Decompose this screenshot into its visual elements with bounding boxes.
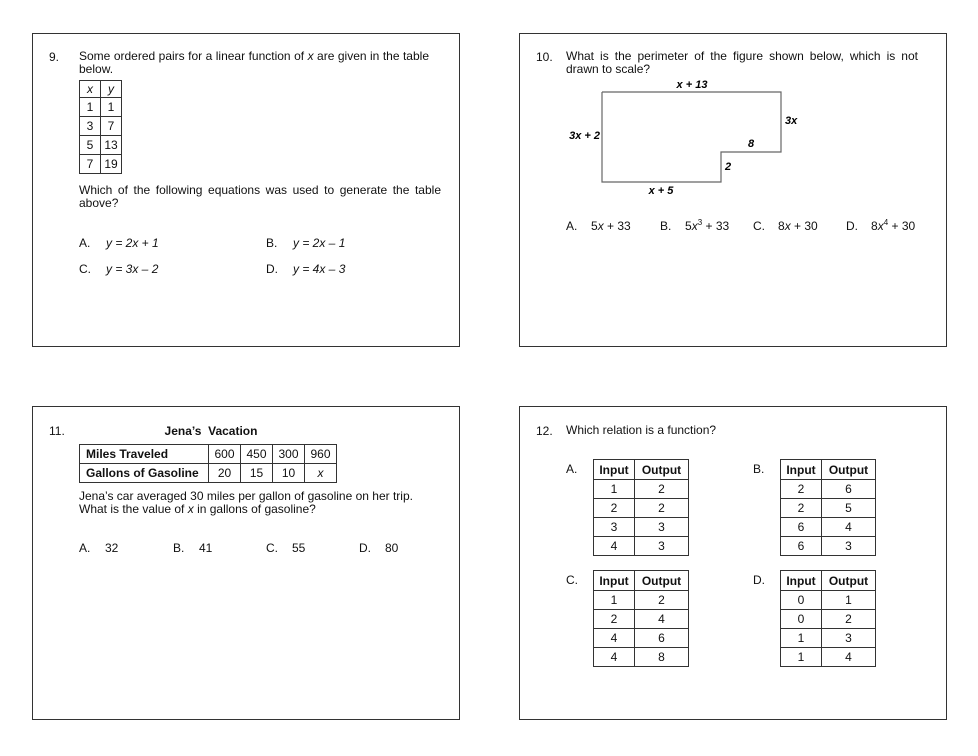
table-row: 2 5 — [781, 499, 876, 518]
row-header: Gallons of Gasoline — [80, 464, 209, 483]
table-row: 1 2 — [594, 591, 689, 610]
table-row — [80, 98, 122, 117]
table-cell: 7 — [101, 117, 122, 136]
table-row: 3 3 — [594, 518, 689, 537]
table-row: 1 2 — [594, 480, 689, 499]
table-row: 2 2 — [594, 499, 689, 518]
figure-outline — [602, 92, 781, 182]
label-left: 3x + 2 — [569, 130, 600, 142]
question-11-card — [32, 406, 460, 720]
label-step-horizontal: 8 — [747, 138, 755, 150]
question-text: What is the perimeter of the figure shown below, which is not drawn to scale? — [566, 49, 918, 76]
option-a-table[interactable] — [593, 459, 689, 556]
question-number: 12. — [536, 424, 553, 438]
table-row: 4 6 — [594, 629, 689, 648]
option-c[interactable]: C. 8x + 30 — [753, 219, 818, 233]
table-cell: 15 — [241, 464, 273, 483]
table-row — [80, 117, 122, 136]
table-cell: 7 — [80, 155, 101, 174]
option-a[interactable]: A. 32 — [79, 541, 119, 555]
table-header: Input — [781, 571, 822, 591]
table-row: 2 6 — [781, 480, 876, 499]
question-prompt: Which of the following equations was used to generate the table above? — [79, 183, 441, 210]
table-cell: x — [305, 464, 337, 483]
label-bottom: x + 5 — [648, 185, 674, 197]
option-a-label[interactable]: A. — [566, 462, 578, 476]
xy-table — [79, 80, 122, 174]
label-top: x + 13 — [676, 79, 708, 91]
option-d[interactable]: D. y = 4x – 3 — [266, 262, 346, 276]
table-row: 6 4 — [781, 518, 876, 537]
option-c-label[interactable]: C. — [566, 573, 578, 587]
table-cell: 13 — [101, 136, 122, 155]
table-header: Output — [635, 571, 689, 591]
table-cell: 20 — [209, 464, 241, 483]
table-row — [80, 464, 337, 483]
option-a[interactable]: A. 5x + 33 — [566, 219, 631, 233]
table-row — [80, 136, 122, 155]
question-10-card — [519, 33, 947, 347]
table-cell: 450 — [241, 445, 273, 464]
question-text: Jena’s car averaged 30 miles per gallon of gasoline on her trip. What is the value of x in gallons of gasoline? — [79, 489, 413, 516]
table-cell: 5 — [80, 136, 101, 155]
table-header: Input — [781, 460, 822, 480]
question-number: 11. — [49, 424, 65, 438]
table-row: 1 4 — [781, 648, 876, 667]
table-cell: 600 — [209, 445, 241, 464]
option-c-table[interactable] — [593, 570, 689, 667]
option-d-table[interactable] — [780, 570, 876, 667]
table-cell: 3 — [80, 117, 101, 136]
option-d[interactable]: D. $8x^4 + 30$ — [846, 218, 916, 233]
table-row: 4 3 — [594, 537, 689, 556]
table-row: 1 3 — [781, 629, 876, 648]
table-header: Input — [594, 460, 635, 480]
row-header: Miles Traveled — [80, 445, 209, 464]
table-header: Output — [635, 460, 689, 480]
question-number: 9. — [49, 50, 60, 64]
table-row: 0 1 — [781, 591, 876, 610]
option-b[interactable]: B. $5x^3 + 33$ — [660, 218, 730, 233]
table-cell: 300 — [273, 445, 305, 464]
label-step-vertical: 2 — [725, 161, 732, 173]
table-header: x — [80, 81, 101, 98]
option-b-table[interactable] — [780, 459, 876, 556]
question-text: Which relation is a function? — [566, 423, 717, 437]
table-cell: 1 — [101, 98, 122, 117]
table-row: 4 8 — [594, 648, 689, 667]
table-cell: 960 — [305, 445, 337, 464]
perimeter-figure — [520, 34, 946, 214]
option-c[interactable]: C. 55 — [266, 541, 306, 555]
option-a[interactable]: A. y = 2x + 1 — [79, 236, 159, 250]
label-right: 3x — [785, 115, 798, 127]
table-row — [80, 445, 337, 464]
vacation-table — [79, 444, 337, 483]
option-b[interactable]: B. y = 2x – 1 — [266, 236, 346, 250]
table-row — [80, 155, 122, 174]
option-b[interactable]: B. 41 — [173, 541, 213, 555]
table-row: 2 4 — [594, 610, 689, 629]
question-text: Some ordered pairs for a linear function of x are given in the table below. — [79, 49, 429, 76]
question-9-card — [32, 33, 460, 347]
question-number: 10. — [536, 50, 553, 64]
table-cell: 10 — [273, 464, 305, 483]
table-header: y — [101, 81, 122, 98]
option-d[interactable]: D. 80 — [359, 541, 399, 555]
option-c[interactable]: C. y = 3x – 2 — [79, 262, 159, 276]
table-row: 6 3 — [781, 537, 876, 556]
question-12-card — [519, 406, 947, 720]
table-header: Output — [822, 571, 876, 591]
table-header: Input — [594, 571, 635, 591]
option-b-label[interactable]: B. — [753, 462, 765, 476]
option-d-label[interactable]: D. — [753, 573, 765, 587]
table-title: Jena’s Vacation — [164, 424, 258, 438]
table-cell: 19 — [101, 155, 122, 174]
table-header: Output — [822, 460, 876, 480]
table-row: 0 2 — [781, 610, 876, 629]
table-header-row — [80, 81, 122, 98]
table-cell: 1 — [80, 98, 101, 117]
